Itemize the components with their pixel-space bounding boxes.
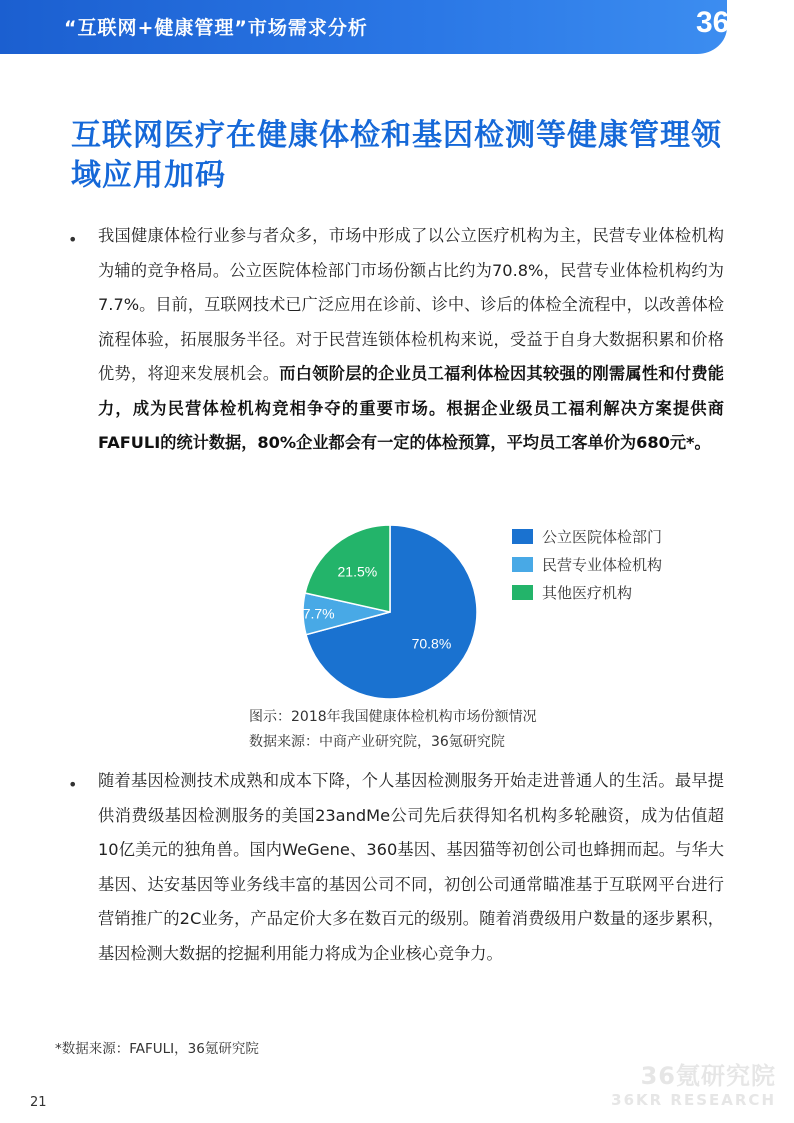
watermark: [611, 1056, 776, 1109]
legend-label: 公立医院体检部门: [542, 527, 663, 546]
section-title: “互联网+健康管理”市场需求分析: [64, 17, 368, 39]
legend-label: 其他医疗机构: [542, 583, 633, 602]
pie-value-label: 7.7%: [302, 605, 335, 622]
chart-source: 数据来源：中商产业研究院，36氪研究院: [249, 734, 505, 750]
pie-value-label: 70.8%: [411, 635, 452, 652]
paragraph-1-bold-text: 而白领阶层的企业员工福利体检因其较强的刚需属性和付费能力，成为民营体检机构竞相争夺的重要市场。根据企业级员工福利解决方案提供商FAFULI的统计数据，80%企业都会有一定的体检预算，平均员工客单价为680元*。: [98, 364, 724, 452]
footnote: *数据来源：FAFULI，36氪研究院: [55, 1041, 259, 1057]
page-number: 21: [30, 1095, 47, 1110]
legend-item-public-hospital: [512, 522, 662, 550]
legend-swatch: [512, 585, 533, 600]
pie-value-label: 21.5%: [337, 563, 378, 580]
legend-item-private-clinic: [512, 550, 662, 578]
header-bar: [0, 0, 727, 54]
watermark-line-1: 36氪研究院: [640, 1062, 776, 1090]
market-share-pie-chart: [290, 512, 490, 712]
logo-text: 36Kr: [696, 6, 763, 39]
watermark-line-2: 36KR RESEARCH: [611, 1091, 776, 1109]
legend-swatch: [512, 529, 533, 544]
legend-swatch: [512, 557, 533, 572]
paragraph-2: 随着基因检测技术成熟和成本下降，个人基因检测服务开始走进普通人的生活。最早提供消费级基因检测服务的美国23andMe公司先后获得知名机构多轮融资，成为估值超10亿美元的独角兽。国内WeGene、360基因、基因猫等初创公司也蜂拥而起。与华大基因、达安基因等业务线丰富的基因公司不同，初创公司通常瞄准基于互联网平台进行营销推广的2C业务，产品定价大多在数百元的级别。随着消费级用户数量的逐步累积，基因检测大数据的挖掘利用能力将成为企业核心竞争力。: [98, 771, 724, 963]
chart-legend: [512, 522, 662, 606]
chart-caption: 图示：2018年我国健康体检机构市场份额情况: [249, 709, 537, 725]
legend-item-other: [512, 578, 662, 606]
bullet-1: •: [68, 230, 78, 249]
paragraph-1: [98, 219, 724, 461]
page-heading: 互联网医疗在健康体检和基因检测等健康管理领域应用加码: [71, 118, 722, 193]
legend-label: 民营专业体检机构: [542, 555, 663, 574]
paragraph-1-text: 我国健康体检行业参与者众多，市场中形成了以公立医疗机构为主，民营专业体检机构为辅的竞争格局。公立医院体检部门市场份额占比约为70.8%，民营专业体检机构约为7.7%。目前，互联网技术已广泛应用在诊前、诊中、诊后的体检全流程中，以改善体检流程体验，拓展服务半径。对于民营连锁体检机构来说，受益于自身大数据积累和价格优势，将迎来发展机会。: [98, 226, 724, 383]
bullet-2: •: [68, 775, 78, 794]
36kr-logo: [694, 0, 794, 54]
